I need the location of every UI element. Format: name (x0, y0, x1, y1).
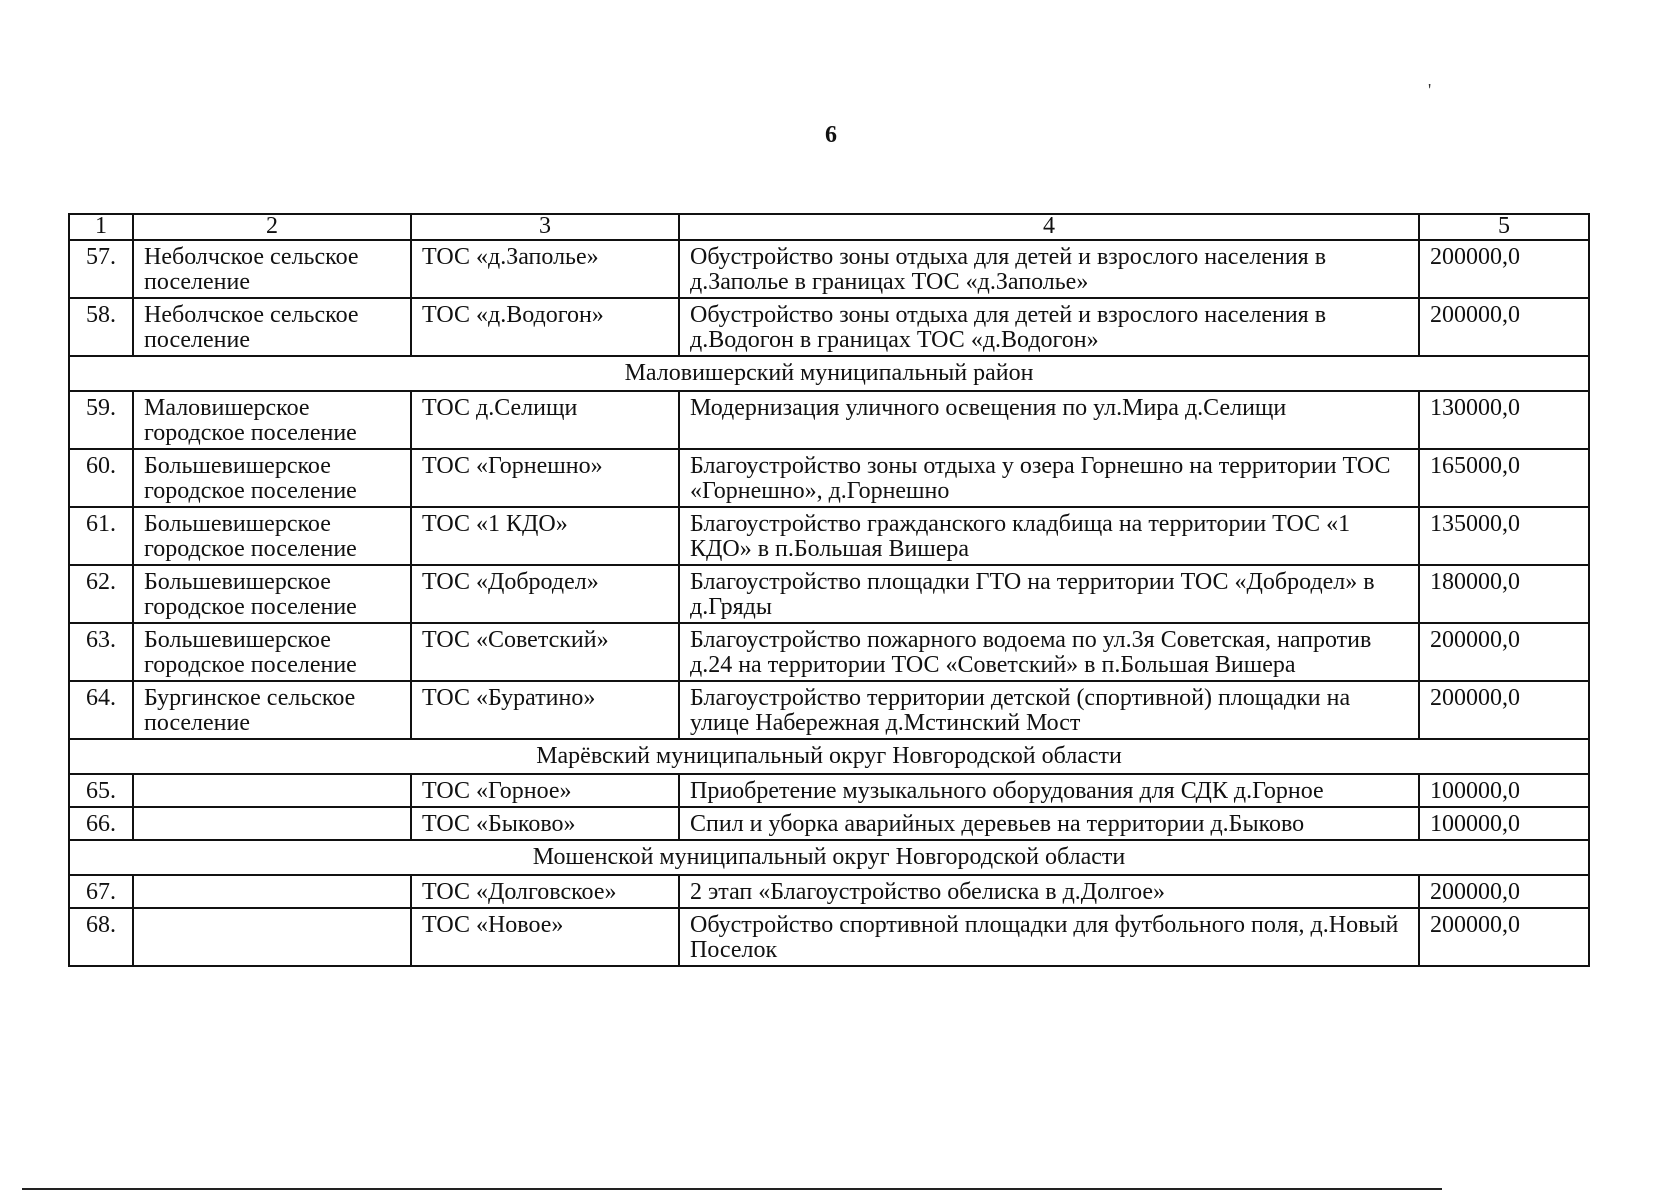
column-number-5: 5 (1419, 214, 1589, 240)
tos-cell: ТОС «Долговское» (411, 875, 679, 908)
description-cell: Обустройство спортивной площадки для футбольного поля, д.Новый Поселок (679, 908, 1419, 966)
row-number: 65. (69, 774, 133, 807)
settlement-cell: Бургинское сельское поселение (133, 681, 411, 739)
projects-table (68, 213, 1590, 967)
tos-cell: ТОС «Советский» (411, 623, 679, 681)
tos-cell: ТОС «Новое» (411, 908, 679, 966)
description-cell: Спил и уборка аварийных деревьев на территории д.Быково (679, 807, 1419, 840)
amount-cell: 180000,0 (1419, 565, 1589, 623)
table-row (69, 908, 1589, 966)
settlement-cell: Неболчское сельское поселение (133, 240, 411, 298)
row-number: 68. (69, 908, 133, 966)
row-number: 63. (69, 623, 133, 681)
section-title: Марёвский муниципальный округ Новгородской области (69, 739, 1589, 774)
table-row (69, 565, 1589, 623)
column-number-row (69, 214, 1589, 240)
projects-table-body (69, 214, 1589, 966)
row-number: 59. (69, 391, 133, 449)
column-number-1: 1 (69, 214, 133, 240)
section-title: Маловишерский муниципальный район (69, 356, 1589, 391)
table-row (69, 507, 1589, 565)
settlement-cell (133, 807, 411, 840)
amount-cell: 165000,0 (1419, 449, 1589, 507)
row-number: 62. (69, 565, 133, 623)
tos-cell: ТОС «1 КДО» (411, 507, 679, 565)
amount-cell: 130000,0 (1419, 391, 1589, 449)
row-number: 57. (69, 240, 133, 298)
amount-cell: 200000,0 (1419, 875, 1589, 908)
description-cell: Благоустройство территории детской (спортивной) площадки на улице Набережная д.Мстинский Мост (679, 681, 1419, 739)
column-number-3: 3 (411, 214, 679, 240)
table-row (69, 807, 1589, 840)
tos-cell: ТОС «Буратино» (411, 681, 679, 739)
description-cell: Благоустройство зоны отдыха у озера Горнешно на территории ТОС «Горнешно», д.Горнешно (679, 449, 1419, 507)
settlement-cell: Большевишерское городское поселение (133, 507, 411, 565)
description-cell: Благоустройство пожарного водоема по ул.3я Советская, напротив д.24 на территории ТОС «Советский» в п.Большая Вишера (679, 623, 1419, 681)
amount-cell: 100000,0 (1419, 807, 1589, 840)
description-cell: Приобретение музыкального оборудования для СДК д.Горное (679, 774, 1419, 807)
table-row (69, 391, 1589, 449)
settlement-cell (133, 774, 411, 807)
tos-cell: ТОС «Быково» (411, 807, 679, 840)
tos-cell: ТОС «Добродел» (411, 565, 679, 623)
amount-cell: 200000,0 (1419, 681, 1589, 739)
settlement-cell: Большевишерское городское поселение (133, 565, 411, 623)
settlement-cell: Неболчское сельское поселение (133, 298, 411, 356)
settlement-cell (133, 875, 411, 908)
section-header-row (69, 840, 1589, 875)
description-cell: Модернизация уличного освещения по ул.Мира д.Селищи (679, 391, 1419, 449)
amount-cell: 200000,0 (1419, 908, 1589, 966)
column-number-2: 2 (133, 214, 411, 240)
table-row (69, 875, 1589, 908)
row-number: 67. (69, 875, 133, 908)
table-row (69, 449, 1589, 507)
stray-mark: ' (1428, 80, 1432, 100)
description-cell: Благоустройство гражданского кладбища на территории ТОС «1 КДО» в п.Большая Вишера (679, 507, 1419, 565)
amount-cell: 100000,0 (1419, 774, 1589, 807)
page-number: 6 (825, 122, 837, 148)
table-row (69, 681, 1589, 739)
settlement-cell: Большевишерское городское поселение (133, 623, 411, 681)
settlement-cell: Большевишерское городское поселение (133, 449, 411, 507)
tos-cell: ТОС «д.Водогон» (411, 298, 679, 356)
table-row (69, 240, 1589, 298)
amount-cell: 200000,0 (1419, 623, 1589, 681)
amount-cell: 200000,0 (1419, 298, 1589, 356)
footer-rule (22, 1188, 1442, 1190)
section-header-row (69, 356, 1589, 391)
section-header-row (69, 739, 1589, 774)
row-number: 58. (69, 298, 133, 356)
row-number: 66. (69, 807, 133, 840)
row-number: 64. (69, 681, 133, 739)
description-cell: Благоустройство площадки ГТО на территории ТОС «Добродел» в д.Гряды (679, 565, 1419, 623)
section-title: Мошенской муниципальный округ Новгородской области (69, 840, 1589, 875)
settlement-cell (133, 908, 411, 966)
tos-cell: ТОС «Горнешно» (411, 449, 679, 507)
column-number-4: 4 (679, 214, 1419, 240)
row-number: 61. (69, 507, 133, 565)
settlement-cell: Маловишерское городское поселение (133, 391, 411, 449)
description-cell: Обустройство зоны отдыха для детей и взрослого населения в д.Водогон в границах ТОС «д.Водогон» (679, 298, 1419, 356)
table-row (69, 774, 1589, 807)
description-cell: 2 этап «Благоустройство обелиска в д.Долгое» (679, 875, 1419, 908)
amount-cell: 135000,0 (1419, 507, 1589, 565)
tos-cell: ТОС «д.Заполье» (411, 240, 679, 298)
row-number: 60. (69, 449, 133, 507)
amount-cell: 200000,0 (1419, 240, 1589, 298)
tos-cell: ТОС д.Селищи (411, 391, 679, 449)
table-row (69, 623, 1589, 681)
tos-cell: ТОС «Горное» (411, 774, 679, 807)
table-row (69, 298, 1589, 356)
description-cell: Обустройство зоны отдыха для детей и взрослого населения в д.Заполье в границах ТОС «д.Заполье» (679, 240, 1419, 298)
